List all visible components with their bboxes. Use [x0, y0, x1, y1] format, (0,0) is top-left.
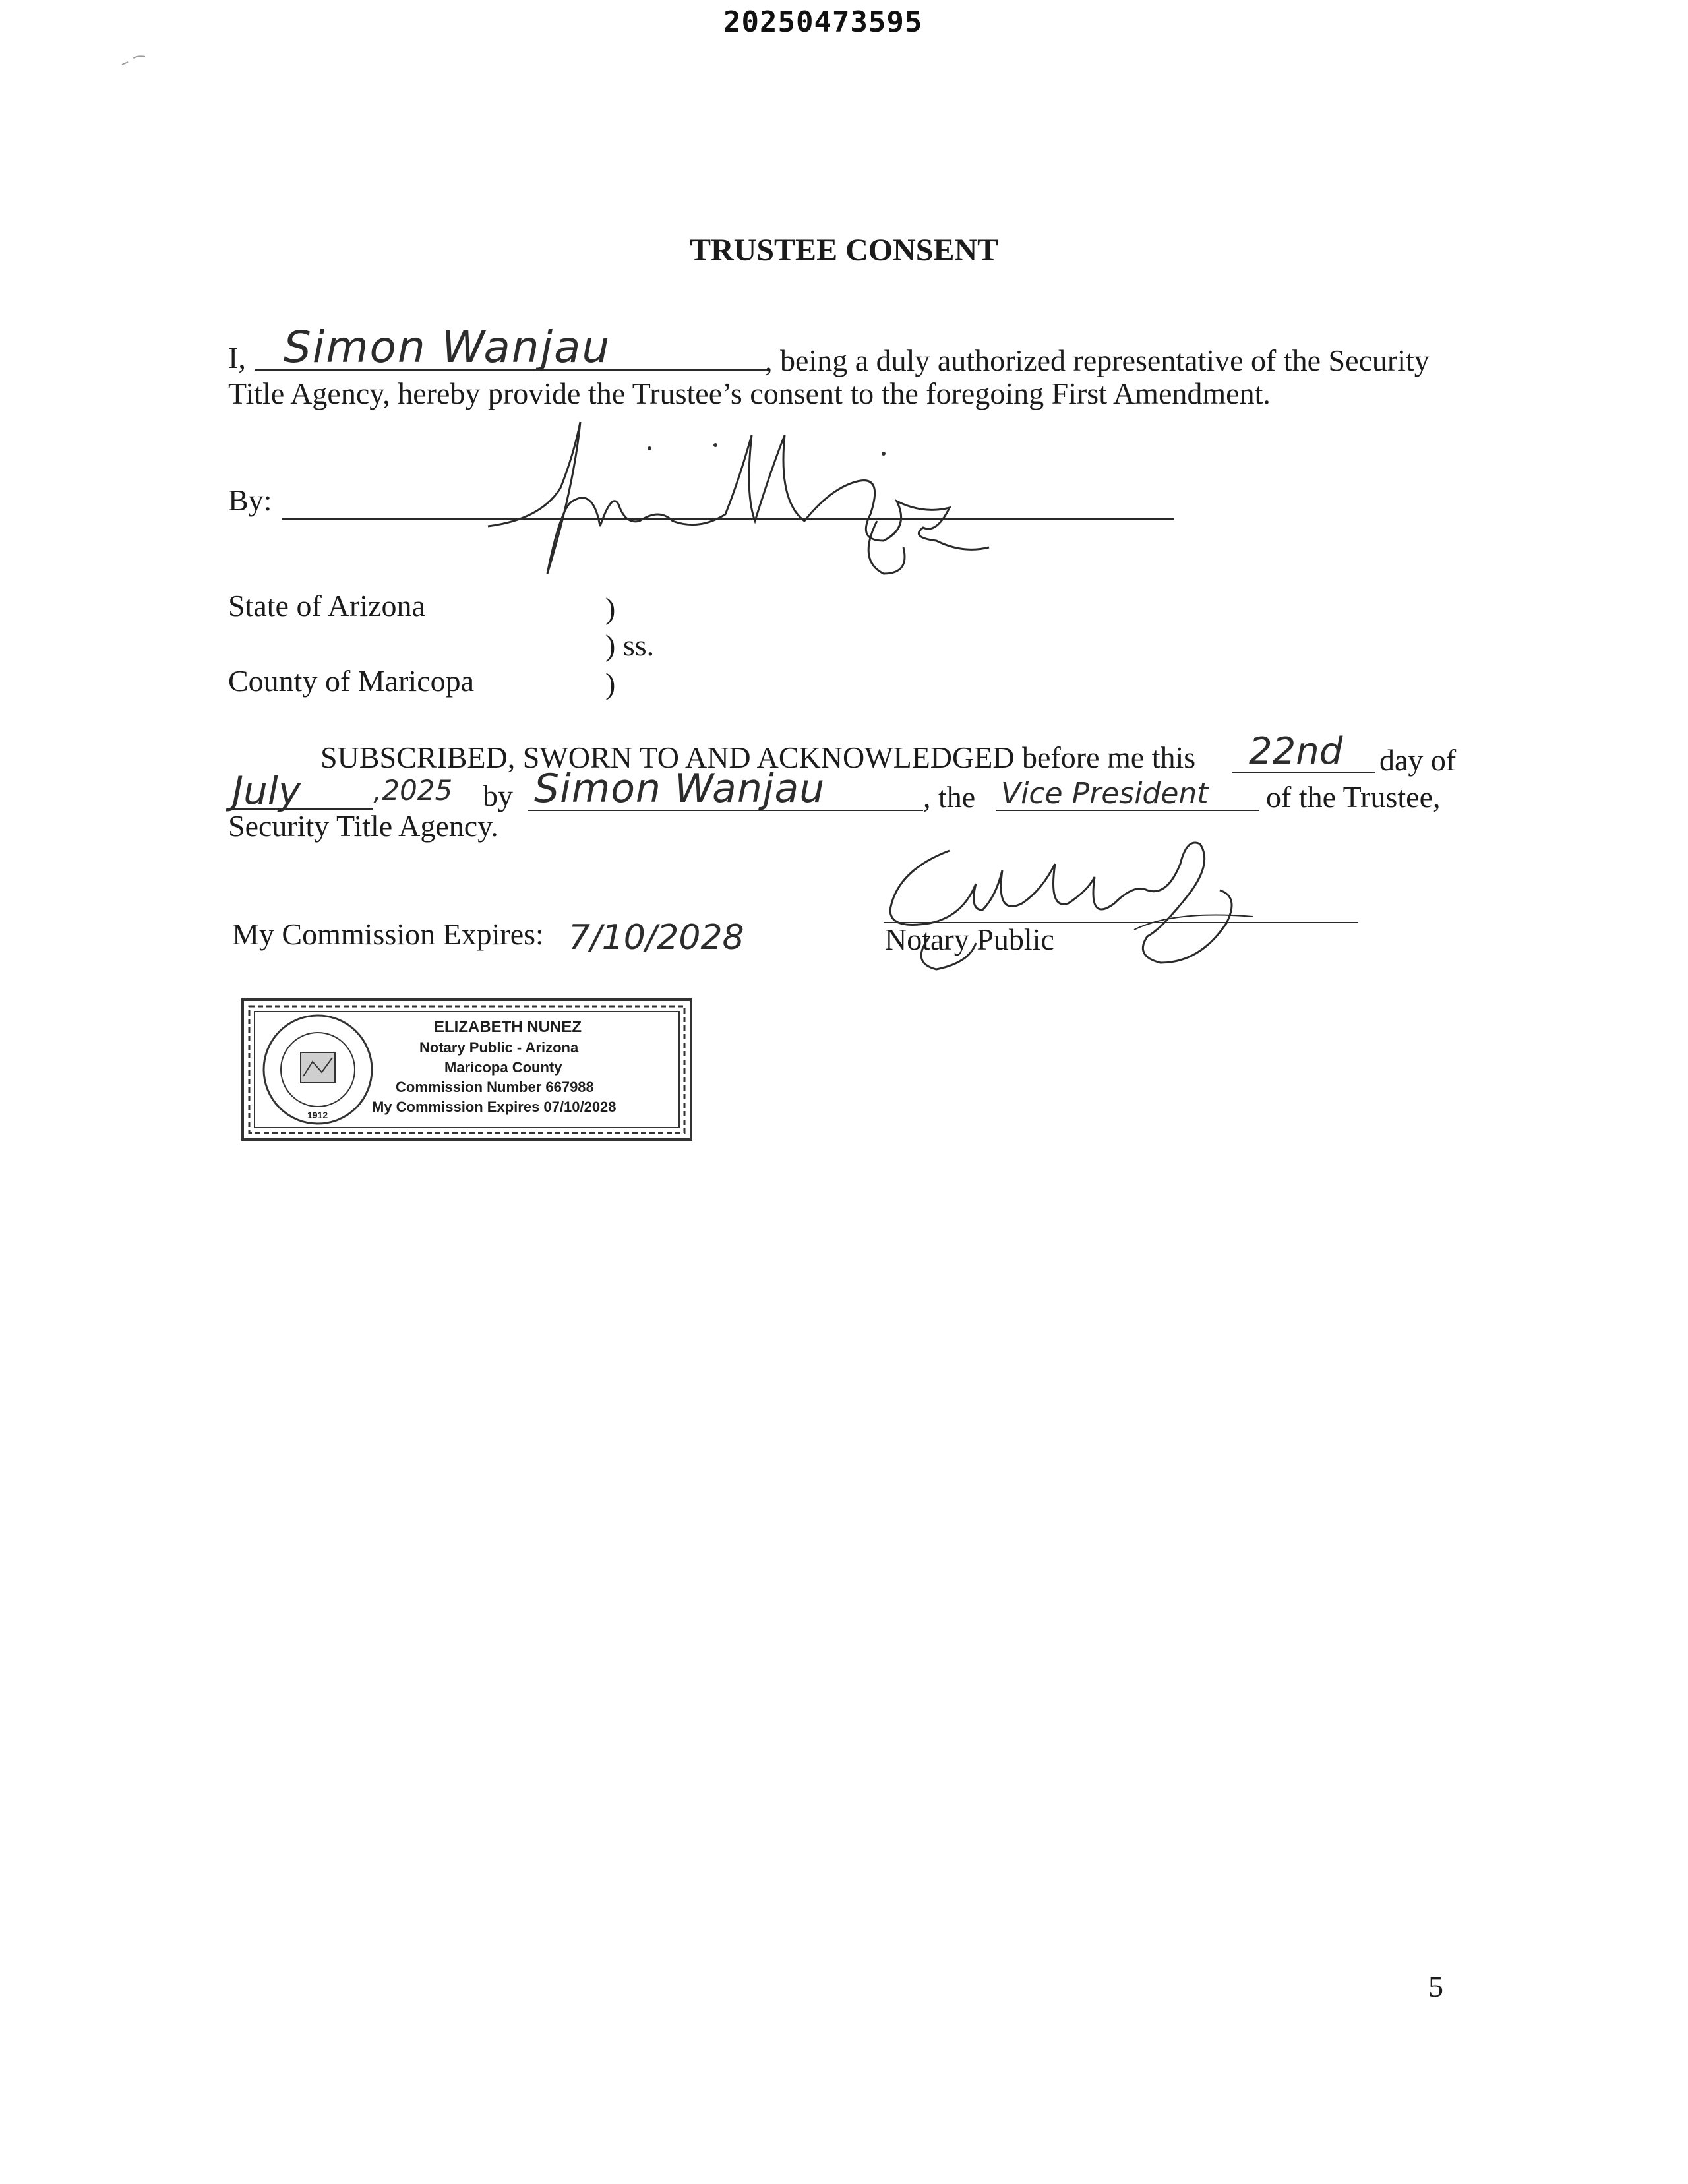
- venue-county: County of Maricopa: [228, 664, 475, 698]
- ack-text-d: , the: [923, 780, 976, 814]
- commission-date-handwritten: 7/10/2028: [568, 918, 744, 957]
- seal-emblem-year: 1912: [307, 1110, 328, 1120]
- ack-day-handwritten: 22nd: [1249, 730, 1343, 773]
- ack-text-a: SUBSCRIBED, SWORN TO AND ACKNOWLEDGED before me this: [320, 741, 1196, 774]
- representative-name-handwritten: Simon Wanjau: [284, 322, 611, 373]
- notary-signature-icon: [870, 824, 1279, 983]
- seal-line3: Maricopa County: [444, 1059, 562, 1076]
- venue-ss: ) ss.: [605, 628, 655, 662]
- venue-state: State of Arizona: [228, 589, 425, 622]
- ack-text-c: by: [483, 779, 513, 812]
- scan-mark-icon: [119, 50, 152, 70]
- venue-paren-bottom: ): [605, 667, 616, 700]
- trustee-signature-icon: [462, 409, 1055, 587]
- document-title: TRUSTEE CONSENT: [690, 233, 999, 268]
- notary-public-label: Notary Public: [885, 923, 1054, 956]
- by-label: By:: [228, 483, 272, 517]
- ack-text-b: day of: [1379, 743, 1457, 777]
- seal-line2: Notary Public - Arizona: [419, 1039, 579, 1056]
- ack-name-handwritten: Simon Wanjau: [534, 766, 826, 812]
- ack-text-e: of the Trustee,: [1266, 780, 1441, 814]
- ack-title-handwritten: Vice President: [1001, 777, 1209, 810]
- venue-paren-top: ): [605, 592, 616, 625]
- commission-label: My Commission Expires:: [232, 917, 544, 951]
- ack-line3: Security Title Agency.: [228, 809, 498, 843]
- seal-name: ELIZABETH NUNEZ: [434, 1018, 582, 1036]
- ack-month-handwritten: July: [232, 768, 301, 813]
- document-number: 20250473595: [723, 5, 923, 39]
- consent-line2: Title Agency, hereby provide the Trustee’s consent to the foregoing First Amendment.: [228, 377, 1271, 410]
- seal-line5: My Commission Expires 07/10/2028: [372, 1099, 617, 1115]
- seal-line4: Commission Number 667988: [396, 1079, 594, 1095]
- consent-prefix: I,: [228, 341, 246, 375]
- page-number: 5: [1428, 1970, 1443, 2003]
- consent-line1-suffix: , being a duly authorized representative of the Security: [765, 344, 1430, 377]
- ack-year-handwritten: ,2025: [373, 774, 453, 806]
- notary-seal: [240, 997, 694, 1142]
